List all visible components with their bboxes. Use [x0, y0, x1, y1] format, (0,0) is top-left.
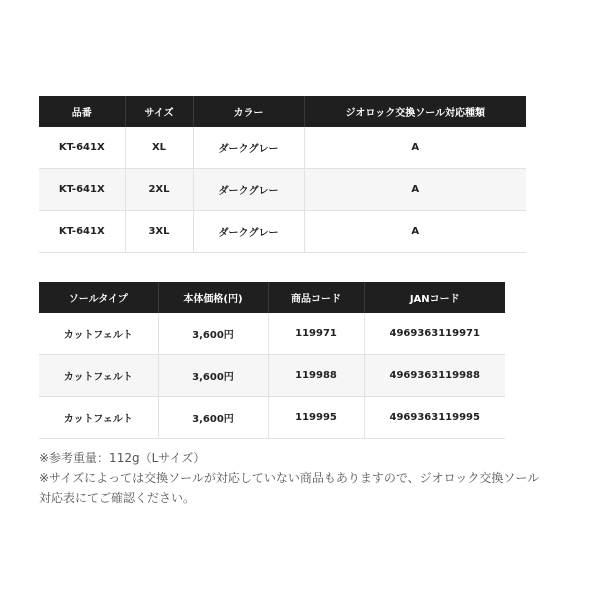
- cell-jan-code: 4969363119971: [364, 313, 505, 355]
- cell-price: 3,600円: [158, 355, 268, 397]
- header-jan-code: JANコード: [364, 282, 505, 313]
- cell-product-number: KT-641X: [39, 127, 125, 169]
- price-table-header-row: [39, 282, 505, 313]
- notes: [39, 448, 579, 508]
- cell-color: ダークグレー: [193, 127, 304, 169]
- table-row: [39, 313, 505, 355]
- cell-price: 3,600円: [158, 397, 268, 439]
- cell-sole-type: カットフェルト: [39, 397, 158, 439]
- cell-size: 3XL: [125, 211, 193, 253]
- cell-product-code: 119971: [268, 313, 364, 355]
- price-table: [39, 282, 505, 439]
- table-row: [39, 211, 526, 253]
- cell-sole-type: カットフェルト: [39, 355, 158, 397]
- cell-price: 3,600円: [158, 313, 268, 355]
- table-row: [39, 397, 505, 439]
- note-weight: ※参考重量：112g（Lサイズ）: [39, 451, 206, 465]
- note-size-compat-line2: 対応表にてご確認ください。: [39, 491, 196, 505]
- spec-table-header-row: [39, 96, 526, 127]
- table-row: [39, 355, 505, 397]
- cell-size: 2XL: [125, 169, 193, 211]
- cell-size: XL: [125, 127, 193, 169]
- header-color: カラー: [193, 96, 304, 127]
- header-size: サイズ: [125, 96, 193, 127]
- cell-product-number: KT-641X: [39, 169, 125, 211]
- cell-color: ダークグレー: [193, 169, 304, 211]
- spec-table: [39, 96, 526, 253]
- cell-color: ダークグレー: [193, 211, 304, 253]
- cell-product-code: 119995: [268, 397, 364, 439]
- header-price: 本体価格(円): [158, 282, 268, 313]
- cell-jan-code: 4969363119988: [364, 355, 505, 397]
- cell-product-code: 119988: [268, 355, 364, 397]
- header-sole-type-compat: ジオロック交換ソール対応種類: [304, 96, 526, 127]
- cell-sole-type: カットフェルト: [39, 313, 158, 355]
- note-size-compat-line1: ※サイズによっては交換ソールが対応していない商品もありますので、ジオロック交換ソール: [39, 471, 540, 485]
- header-product-code: 商品コード: [268, 282, 364, 313]
- cell-jan-code: 4969363119995: [364, 397, 505, 439]
- header-sole-type: ソールタイプ: [39, 282, 158, 313]
- cell-sole-type-compat: A: [304, 211, 526, 253]
- cell-sole-type-compat: A: [304, 169, 526, 211]
- cell-sole-type-compat: A: [304, 127, 526, 169]
- table-row: [39, 169, 526, 211]
- cell-product-number: KT-641X: [39, 211, 125, 253]
- header-product-number: 品番: [39, 96, 125, 127]
- table-row: [39, 127, 526, 169]
